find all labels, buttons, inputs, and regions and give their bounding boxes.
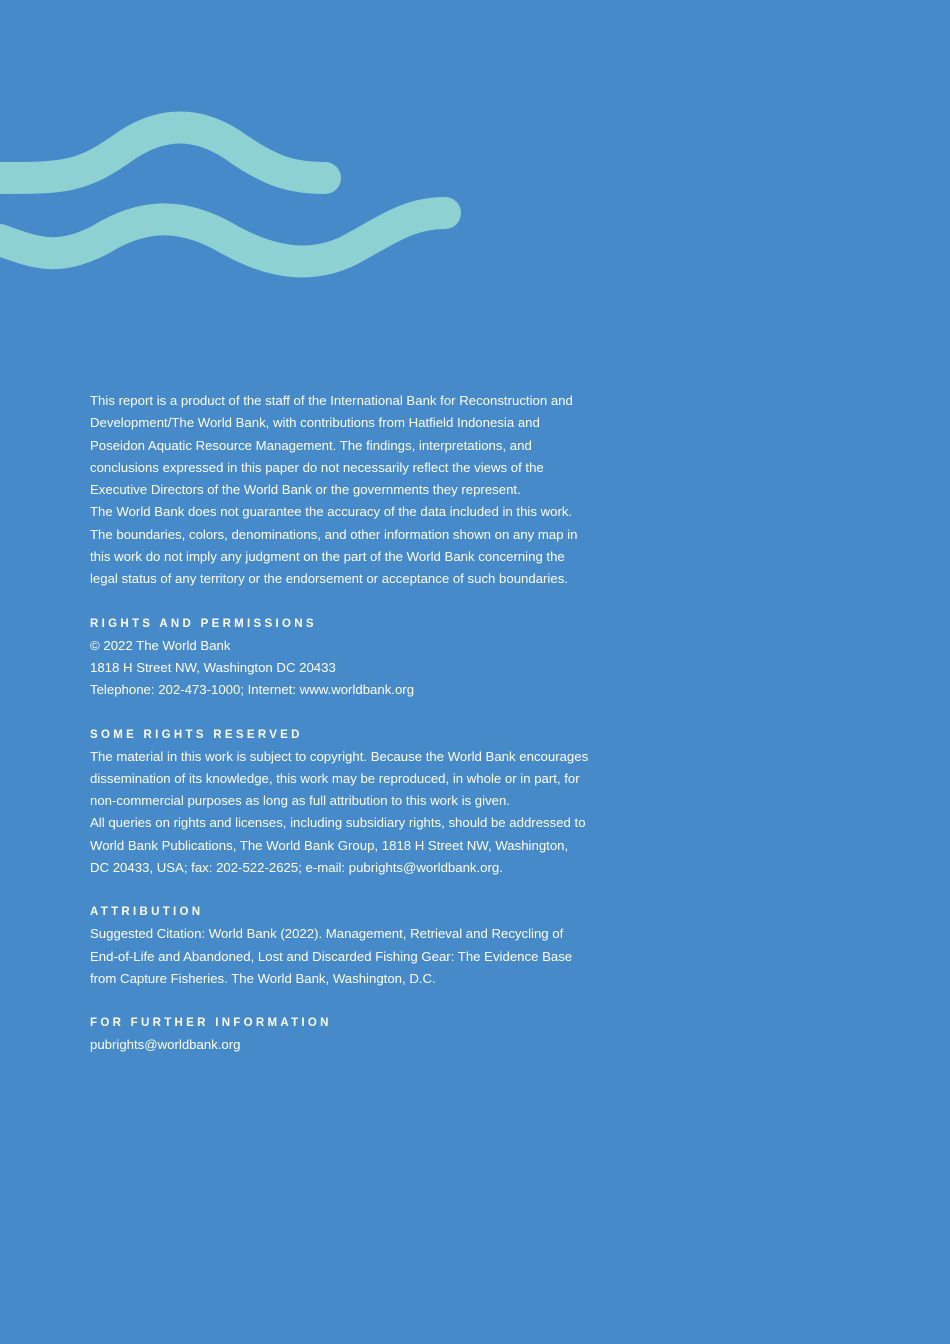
wave-icon	[0, 100, 480, 300]
contact-line: Telephone: 202-473-1000; Internet: www.worldbank.org	[90, 682, 415, 698]
citation-paragraph: Suggested Citation: World Bank (2022). Management, Retrieval and Recycling of End-of-Life and Abandoned, Lost and Discarded Fishing Gear: The Evidence Base from Capture Fisheries. The World Bank, Washington, D.C.	[90, 926, 573, 986]
rights-section	[90, 613, 590, 702]
copyright-page-content	[90, 390, 590, 1057]
rights-reserved-section	[90, 724, 590, 880]
upper-wave	[0, 128, 325, 179]
rights-heading: RIGHTS AND PERMISSIONS	[90, 617, 317, 630]
attribution-heading: ATTRIBUTION	[90, 906, 204, 919]
copyright-line: © 2022 The World Bank	[90, 637, 231, 653]
address-line: 1818 H Street NW, Washington DC 20433	[90, 659, 336, 675]
disclaimer-paragraph-accuracy: The World Bank does not guarantee the accuracy of the data included in this work. The boundaries, colors, denominations, and other information shown on any map in this work do not imply any judgment on the part of the World Bank concerning the legal status of any territory or the endorsement or acceptance of such boundaries.	[90, 504, 578, 587]
attribution-section	[90, 901, 590, 990]
further-info-heading: FOR FURTHER INFORMATION	[90, 1017, 332, 1030]
lower-wave	[0, 213, 445, 261]
copyright-paragraph: The material in this work is subject to copyright. Because the World Bank encourages dissemination of its knowledge, this work may be reproduced, in whole or in part, for non-commercial purposes as long as full attribution to this work is given.	[90, 748, 589, 809]
rights-reserved-heading: SOME RIGHTS RESERVED	[90, 728, 303, 741]
queries-paragraph: All queries on rights and licenses, including subsidiary rights, should be addressed to World Bank Publications, The World Bank Group, 1818 H Street NW, Washington, DC 20433, USA; fax: 202-522-2625; e-mail: pubrights@worldbank.org.	[90, 815, 586, 876]
further-info-section	[90, 1012, 590, 1056]
disclaimer-paragraph: This report is a product of the staff of the International Bank for Reconstruction and Development/The World Bank, with contributions from Hatfield Indonesia and Poseidon Aquatic Resource Management. The findings, interpretations, and conclusions expressed in this paper do not necessarily reflect the views of the Executive Directors of the World Bank or the governments they represent.	[90, 393, 573, 498]
further-info-email: pubrights@worldbank.org	[90, 1037, 241, 1053]
